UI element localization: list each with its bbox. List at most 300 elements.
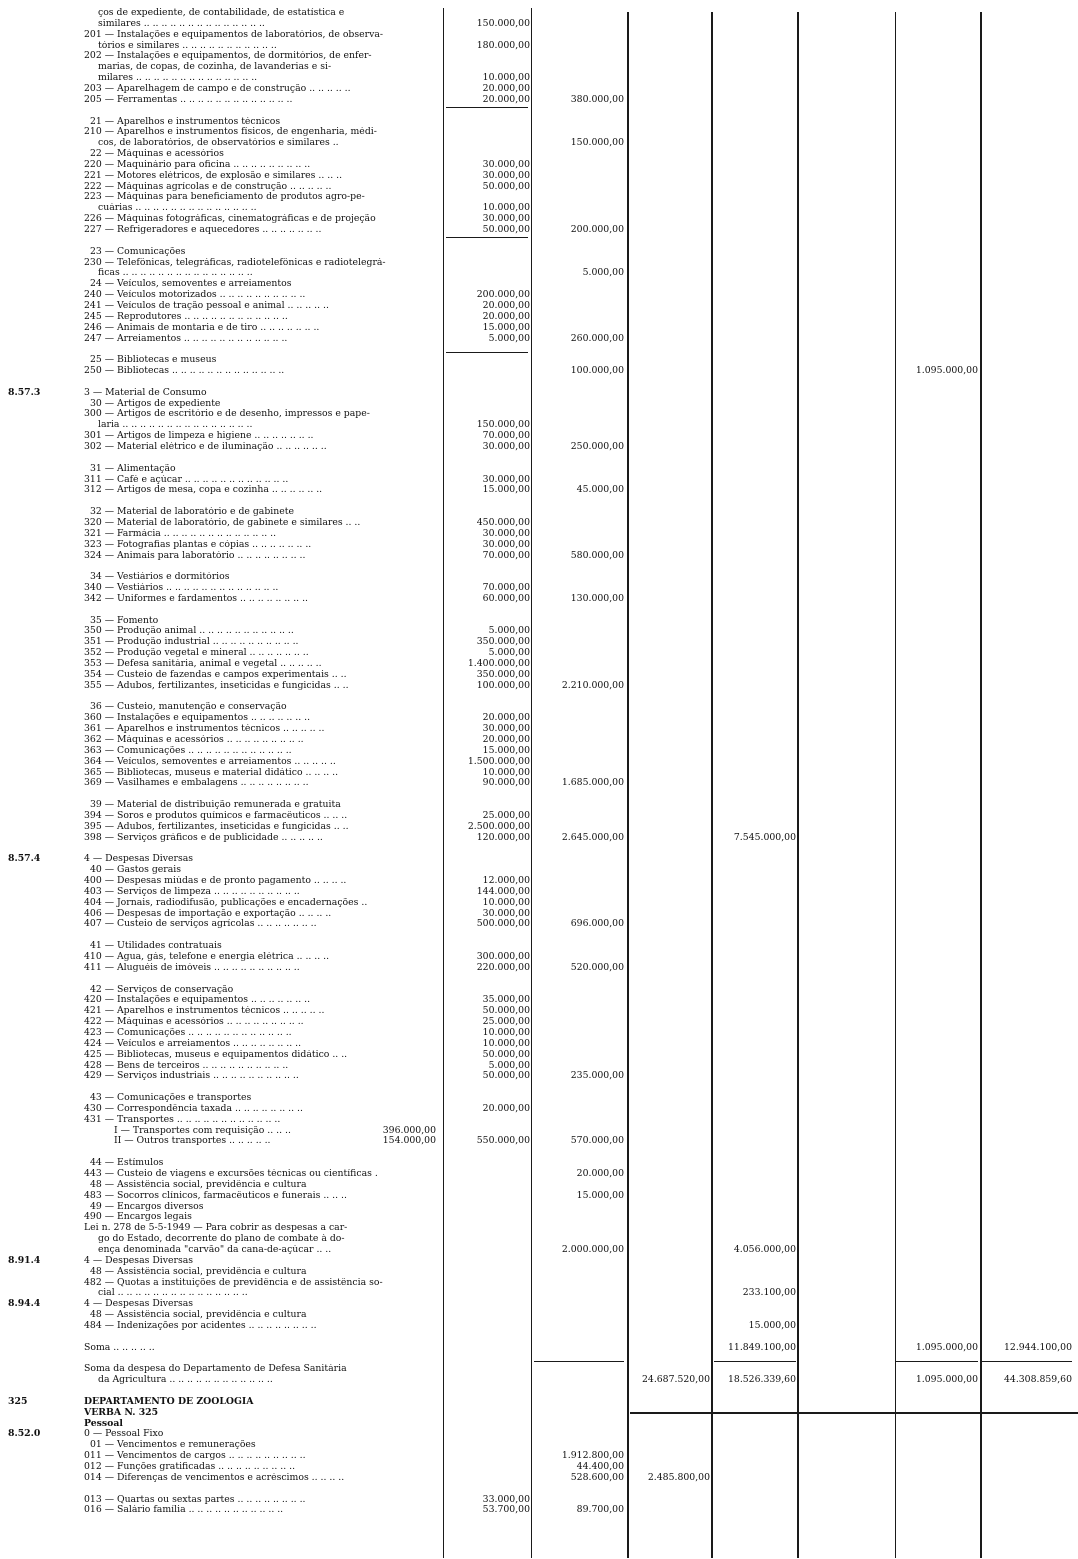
ledger-line xyxy=(0,1147,1078,1157)
line-amount: 200.000,00 xyxy=(476,289,530,301)
line-description: 48 — Assistência social, previdência e cultura xyxy=(90,1310,307,1320)
ledger-line xyxy=(0,702,1078,712)
line-description: cial .. .. .. .. .. .. .. .. .. .. .. .. .. .. .. xyxy=(98,1288,248,1299)
line-description: cos, de laboratórios, de observatórios e similares .. xyxy=(98,138,339,149)
line-amount: 550.000,00 xyxy=(476,1135,530,1147)
line-description: ficas .. .. .. .. .. .. .. .. .. .. .. .. .. .. .. xyxy=(98,268,253,279)
ledger-line xyxy=(0,768,1078,778)
line-description: 342 — Uniformes e fardamentos .. .. .. .. .. .. .. .. xyxy=(84,593,308,604)
line-description: Soma .. .. .. .. .. xyxy=(84,1342,155,1353)
line-description: 30 — Artigos de expediente xyxy=(90,398,221,409)
line-amount: 11.849.100,00 xyxy=(727,1341,796,1353)
line-description: 250 — Bibliotecas .. .. .. .. .. .. .. .. .. .. .. .. .. xyxy=(84,366,285,377)
line-description: 350 — Produção animal .. .. .. .. .. .. .. .. .. .. .. xyxy=(84,626,294,637)
line-amount: 220.000,00 xyxy=(476,961,530,973)
ledger-line xyxy=(0,442,1078,452)
line-amount: 300.000,00 xyxy=(476,950,530,962)
line-amount: 150.000,00 xyxy=(570,137,624,149)
line-description: 012 — Funções gratificadas .. .. .. .. .. .. .. .. .. xyxy=(84,1461,296,1472)
ledger-line xyxy=(0,485,1078,495)
ledger-line xyxy=(0,811,1078,821)
line-amount: 44.308.859,60 xyxy=(1003,1374,1072,1386)
ledger-line xyxy=(0,724,1078,734)
ledger-line xyxy=(0,1495,1078,1505)
line-description: 016 — Salário família .. .. .. .. .. .. .. .. .. .. .. xyxy=(84,1505,284,1516)
line-description: 48 — Assistência social, previdência e cultura xyxy=(90,1266,307,1277)
line-description: 422 — Máquinas e acessórios .. .. .. .. .. .. .. .. .. xyxy=(84,1017,304,1027)
ledger-line xyxy=(0,258,1078,268)
line-code: 325 xyxy=(8,1395,28,1407)
line-amount: 2.210.000,00 xyxy=(561,679,624,691)
ledger-line xyxy=(0,898,1078,908)
ledger-line xyxy=(0,19,1078,29)
line-amount: 235.000,00 xyxy=(570,1070,624,1082)
ledger-line xyxy=(0,985,1078,995)
line-description: 245 — Reprodutores .. .. .. .. .. .. .. .. .. .. .. .. xyxy=(84,311,288,322)
line-amount: 30.000,00 xyxy=(482,158,530,170)
line-description: 230 — Telefônicas, telegráficas, radiotelefônicas e radiotelegrá- xyxy=(84,257,386,268)
ledger-line xyxy=(0,268,1078,278)
line-description: 24 — Veículos, semoventes e arreiamentos xyxy=(90,279,292,290)
line-description: 247 — Arreiamentos .. .. .. .. .. .. .. .. .. .. .. .. xyxy=(84,333,288,344)
ledger-line xyxy=(0,355,1078,365)
line-amount: 30.000,00 xyxy=(482,538,530,550)
ledger-line xyxy=(0,909,1078,919)
ledger-line xyxy=(0,1202,1078,1212)
ledger-line xyxy=(0,203,1078,213)
line-description: 407 — Custeio de serviços agrícolas .. .. .. .. .. .. .. xyxy=(84,919,317,930)
line-description: DEPARTAMENTO DE ZOOLOGIA xyxy=(84,1396,254,1407)
line-description: 484 — Indenizações por acidentes .. .. .. .. .. .. .. .. xyxy=(84,1320,317,1331)
line-amount: 89.700,00 xyxy=(576,1504,624,1516)
ledger-line xyxy=(0,887,1078,897)
line-amount: 1.095.000,00 xyxy=(915,1341,978,1353)
line-amount: 10.000,00 xyxy=(482,202,530,214)
line-description: 406 — Despesas de importação e exportação .. .. .. .. xyxy=(84,908,332,919)
line-description: 22 — Máquinas e acessórios xyxy=(90,149,224,159)
line-description: 241 — Veículos de tração pessoal e animal .. .. .. .. .. xyxy=(84,300,329,311)
ledger-line xyxy=(0,605,1078,615)
line-amount: 350.000,00 xyxy=(476,668,530,680)
ledger-line xyxy=(0,1278,1078,1288)
line-description: 011 — Vencimentos de cargos .. .. .. .. .. .. .. .. .. xyxy=(84,1451,306,1461)
ledger-line xyxy=(0,833,1078,843)
ledger-line xyxy=(0,344,1078,354)
line-description: 205 — Ferramentas .. .. .. .. .. .. .. .. .. .. .. .. .. xyxy=(84,94,293,105)
ledger-line xyxy=(0,366,1078,376)
line-amount: 250.000,00 xyxy=(570,441,624,452)
line-amount: 15.000,00 xyxy=(482,321,530,333)
line-amount: 30.000,00 xyxy=(482,527,530,539)
line-amount: 20.000,00 xyxy=(482,733,530,745)
ledger-line xyxy=(0,1104,1078,1114)
ledger-line xyxy=(0,572,1078,582)
ledger-line xyxy=(0,561,1078,571)
line-amount: 1.400.000,00 xyxy=(467,658,530,669)
line-description: 4 — Despesas Diversas xyxy=(84,1255,194,1266)
line-description: 36 — Custeio, manutenção e conservação xyxy=(90,702,287,713)
ledger-line xyxy=(0,1440,1078,1450)
line-description: 32 — Material de laboratório e de gabinete xyxy=(90,507,295,518)
ledger-line xyxy=(0,1451,1078,1461)
line-amount: 150.000,00 xyxy=(476,17,530,29)
line-description: 351 — Produção industrial .. .. .. .. .. .. .. .. .. .. xyxy=(84,637,299,648)
ledger-line xyxy=(0,789,1078,799)
ledger-line xyxy=(0,1158,1078,1168)
line-description: 323 — Fotografias plantas e cópias .. .. .. .. .. .. .. xyxy=(84,539,312,550)
line-description: cuárias .. .. .. .. .. .. .. .. .. .. .. .. .. .. xyxy=(98,203,257,214)
ledger-line xyxy=(0,822,1078,832)
line-amount: 2.000.000,00 xyxy=(561,1243,624,1255)
line-description: 203 — Aparelhagem de campo e de construção .. .. .. .. .. xyxy=(84,84,351,94)
line-amount: 100.000,00 xyxy=(476,679,530,691)
ledger-line xyxy=(0,1223,1078,1233)
line-amount: 233.100,00 xyxy=(742,1287,796,1299)
line-amount: 154.000,00 xyxy=(382,1135,436,1147)
ledger-line xyxy=(0,540,1078,550)
ledger-line xyxy=(0,214,1078,224)
ledger-line xyxy=(0,919,1078,929)
ledger-line xyxy=(0,127,1078,137)
ledger-line xyxy=(0,952,1078,962)
line-amount: 70.000,00 xyxy=(482,430,530,442)
line-description: VERBA N. 325 xyxy=(84,1407,159,1418)
ledger-line xyxy=(0,594,1078,604)
line-description: 394 — Soros e produtos químicos e farmacêuticos .. .. .. xyxy=(84,810,348,821)
line-amount: 45.000,00 xyxy=(576,484,624,496)
line-description: 404 — Jornais, radiodifusão, publicações e encadernações .. xyxy=(84,897,368,908)
ledger-line xyxy=(0,1093,1078,1103)
ledger-line xyxy=(0,1028,1078,1038)
ledger-line xyxy=(0,30,1078,40)
line-amount: 15.000,00 xyxy=(482,484,530,496)
ledger-line xyxy=(0,974,1078,984)
ledger-line xyxy=(0,453,1078,463)
line-description: 210 — Aparelhos e instrumentos físicos, de engenharia, médi- xyxy=(84,127,377,138)
line-description: Lei n. 278 de 5-5-1949 — Para cobrir as despesas a car- xyxy=(84,1223,348,1234)
line-amount: 60.000,00 xyxy=(482,592,530,604)
line-amount: 200.000,00 xyxy=(570,224,624,235)
line-amount: 144.000,00 xyxy=(476,885,530,897)
line-amount: 396.000,00 xyxy=(382,1124,436,1136)
line-amount: 1.095.000,00 xyxy=(915,365,978,377)
line-description: Pessoal xyxy=(84,1418,123,1429)
ledger-line xyxy=(0,692,1078,702)
ledger-line xyxy=(0,854,1078,864)
line-amount: 1.912.800,00 xyxy=(561,1450,624,1461)
line-description: 360 — Instalações e equipamentos .. .. .. .. .. .. .. xyxy=(84,713,311,724)
line-description: 403 — Serviços de limpeza .. .. .. .. .. .. .. .. .. .. xyxy=(84,886,300,897)
line-amount: 696.000,00 xyxy=(570,918,624,930)
line-description: 227 — Refrigeradores e aquecedores .. .. .. .. .. .. .. xyxy=(84,225,322,235)
ledger-line xyxy=(0,323,1078,333)
line-amount: 4.056.000,00 xyxy=(733,1243,796,1255)
line-code: 8.57.3 xyxy=(8,386,41,398)
line-description: 39 — Material de distribuição remunerada e gratuita xyxy=(90,800,341,810)
ledger-line xyxy=(0,1180,1078,1190)
line-amount: 33.000,00 xyxy=(482,1493,530,1505)
line-amount: 70.000,00 xyxy=(482,582,530,593)
line-amount: 570.000,00 xyxy=(570,1135,624,1147)
ledger-line xyxy=(0,138,1078,148)
line-amount: 30.000,00 xyxy=(482,441,530,452)
line-description: 311 — Café e açúcar .. .. .. .. .. .. .. .. .. .. .. .. xyxy=(84,474,289,485)
line-description: similares .. .. .. .. .. .. .. .. .. .. .. .. .. .. xyxy=(98,18,265,29)
ledger-line xyxy=(0,1191,1078,1201)
line-description: 398 — Serviços gráficos e de publicidade .. .. .. .. .. xyxy=(84,832,323,843)
line-description: 34 — Vestiários e dormitórios xyxy=(90,572,230,583)
line-description: 201 — Instalações e equipamentos de laboratórios, de observa- xyxy=(84,29,384,40)
line-amount: 580.000,00 xyxy=(570,549,624,561)
line-amount: 1.095.000,00 xyxy=(915,1374,978,1386)
ledger-line xyxy=(0,1429,1078,1439)
line-description: 365 — Bibliotecas, museus e material didático .. .. .. .. xyxy=(84,767,339,778)
ledger-line xyxy=(0,995,1078,1005)
line-description: 430 — Correspondência taxada .. .. .. .. .. .. .. .. xyxy=(84,1103,303,1114)
line-description: 354 — Custeio de fazendas e campos experimentais .. .. xyxy=(84,669,347,680)
line-amount: 350.000,00 xyxy=(476,636,530,648)
line-description: 352 — Produção vegetal e mineral .. .. .. .. .. .. .. xyxy=(84,648,309,659)
ledger-line xyxy=(0,681,1078,691)
line-amount: 2.485.800,00 xyxy=(647,1471,710,1483)
ledger-line xyxy=(0,8,1078,18)
line-amount: 5.000,00 xyxy=(488,625,530,637)
ledger-line xyxy=(0,659,1078,669)
line-description: milares .. .. .. .. .. .. .. .. .. .. .. .. .. .. xyxy=(98,73,258,84)
line-amount: 20.000,00 xyxy=(482,310,530,322)
line-amount: 50.000,00 xyxy=(482,1005,530,1017)
line-amount: 25.000,00 xyxy=(482,1016,530,1027)
ledger-line xyxy=(0,1115,1078,1125)
line-amount: 24.687.520,00 xyxy=(641,1374,710,1386)
ledger-line xyxy=(0,941,1078,951)
line-amount: 30.000,00 xyxy=(482,473,530,485)
line-amount: 5.000,00 xyxy=(488,1059,530,1071)
line-description: 424 — Veículos e arreiamentos .. .. .. .. .. .. .. .. xyxy=(84,1038,302,1049)
line-description: 35 — Fomento xyxy=(90,615,159,626)
line-description: 4 — Despesas Diversas xyxy=(84,854,194,865)
ledger-line xyxy=(0,334,1078,344)
ledger-line xyxy=(0,1288,1078,1298)
ledger-line xyxy=(0,713,1078,723)
line-description: 222 — Máquinas agrícolas e de construção .. .. .. .. .. xyxy=(84,181,332,192)
ledger-line xyxy=(0,551,1078,561)
ledger-line xyxy=(0,475,1078,485)
ledger-line xyxy=(0,117,1078,127)
line-amount: 50.000,00 xyxy=(482,1048,530,1060)
ledger-line xyxy=(0,1071,1078,1081)
ledger-line xyxy=(0,963,1078,973)
line-description: 44 — Estímulos xyxy=(90,1158,164,1169)
line-amount: 30.000,00 xyxy=(482,213,530,225)
line-description: 420 — Instalações e equipamentos .. .. .. .. .. .. .. xyxy=(84,995,311,1006)
line-description: ços de expediente, de contabilidade, de estatística e xyxy=(98,8,345,18)
line-amount: 50.000,00 xyxy=(482,180,530,192)
ledger-line xyxy=(0,1136,1078,1146)
ledger-line xyxy=(0,1234,1078,1244)
line-description: 300 — Artigos de escritório e de desenho, impressos e pape- xyxy=(84,409,370,420)
line-description: 443 — Custeio de viagens e excursões técnicas ou científicas . xyxy=(84,1169,378,1179)
ledger-line xyxy=(0,1408,1078,1418)
line-amount: 130.000,00 xyxy=(570,592,624,604)
ledger-line xyxy=(0,1473,1078,1483)
ledger-line xyxy=(0,518,1078,528)
line-description: ença denominada "carvão" da cana-de-açúcar .. .. xyxy=(98,1244,332,1255)
line-amount: 10.000,00 xyxy=(482,1037,530,1049)
ledger-line xyxy=(0,312,1078,322)
line-description: 340 — Vestiários .. .. .. .. .. .. .. .. .. .. .. .. .. xyxy=(84,583,279,593)
line-description: 321 — Farmácia .. .. .. .. .. .. .. .. .. .. .. .. .. xyxy=(84,528,277,539)
ledger-line xyxy=(0,409,1078,419)
ledger-line xyxy=(0,1484,1078,1494)
line-description: 0 — Pessoal Fixo xyxy=(84,1429,164,1440)
line-description: 483 — Socorros clínicos, farmacêuticos e funerais .. .. .. xyxy=(84,1190,347,1201)
line-code: 8.91.4 xyxy=(8,1254,41,1266)
ledger-line xyxy=(0,73,1078,83)
line-amount: 500.000,00 xyxy=(476,918,530,930)
line-amount: 90.000,00 xyxy=(482,777,530,789)
ledger-line xyxy=(0,84,1078,94)
line-amount: 5.000,00 xyxy=(582,267,624,279)
line-amount: 100.000,00 xyxy=(570,365,624,377)
ledger-line xyxy=(0,1061,1078,1071)
line-amount: 10.000,00 xyxy=(482,72,530,84)
line-amount: 1.685.000,00 xyxy=(561,777,624,789)
line-amount: 10.000,00 xyxy=(482,766,530,778)
line-amount: 20.000,00 xyxy=(482,299,530,311)
line-amount: 30.000,00 xyxy=(482,723,530,735)
ledger-line xyxy=(0,247,1078,257)
line-description: 226 — Máquinas fotográficas, cinematográficas e de projeção xyxy=(84,214,376,225)
line-amount: 450.000,00 xyxy=(476,517,530,528)
line-description: 3 — Material de Consumo xyxy=(84,387,207,398)
ledger-line xyxy=(0,648,1078,658)
line-amount: 5.000,00 xyxy=(488,647,530,659)
ledger-line xyxy=(0,1256,1078,1266)
ledger-line xyxy=(0,41,1078,51)
line-description: 320 — Material de laboratório, de gabinete e similares .. .. xyxy=(84,518,361,528)
line-description: 425 — Bibliotecas, museus e equipamentos didático .. .. xyxy=(84,1049,348,1060)
line-description: 49 — Encargos diversos xyxy=(90,1201,204,1212)
line-description: 490 — Encargos legais xyxy=(84,1212,192,1223)
ledger-line xyxy=(0,290,1078,300)
ledger-line xyxy=(0,51,1078,61)
line-description: laria .. .. .. .. .. .. .. .. .. .. .. .. .. .. .. xyxy=(98,420,253,431)
line-description: 014 — Diferenças de vencimentos e acréscimos .. .. .. .. xyxy=(84,1472,345,1483)
ledger-line xyxy=(0,1386,1078,1396)
ledger-line xyxy=(0,757,1078,767)
ledger-line xyxy=(0,529,1078,539)
line-amount: 15.000,00 xyxy=(482,744,530,756)
line-code: 8.52.0 xyxy=(8,1428,41,1440)
line-description: 23 — Comunicações xyxy=(90,246,186,257)
ledger-line xyxy=(0,1364,1078,1374)
ledger-line xyxy=(0,192,1078,202)
ledger-line xyxy=(0,843,1078,853)
line-description: 41 — Utilidades contratuais xyxy=(90,941,222,952)
line-description: 202 — Instalações e equipamentos, de dormitórios, de enfer- xyxy=(84,51,372,62)
line-description: 411 — Aluguéis de imóveis .. .. .. .. .. .. .. .. .. .. xyxy=(84,962,300,973)
ledger-line xyxy=(0,1017,1078,1027)
ledger-line xyxy=(0,420,1078,430)
ledger-line xyxy=(0,507,1078,517)
ledger-line xyxy=(0,62,1078,72)
line-description: 220 — Maquinário para oficina .. .. .. .. .. .. .. .. .. xyxy=(84,159,311,170)
line-description: 013 — Quartas ou sextas partes .. .. .. .. .. .. .. .. xyxy=(84,1494,306,1505)
line-amount: 12.944.100,00 xyxy=(1003,1341,1072,1353)
line-description: 353 — Defesa sanitária, animal e vegetal .. .. .. .. .. xyxy=(84,659,322,669)
line-description: tórios e similares .. .. .. .. .. .. .. .. .. .. .. xyxy=(98,40,277,51)
ledger-line xyxy=(0,670,1078,680)
ledger-line xyxy=(0,735,1078,745)
line-amount: 20.000,00 xyxy=(482,93,530,105)
line-description: 428 — Bens de terceiros .. .. .. .. .. .. .. .. .. .. xyxy=(84,1060,289,1071)
line-amount: 180.000,00 xyxy=(476,39,530,51)
line-description: 31 — Alimentação xyxy=(90,463,176,474)
ledger-line xyxy=(0,377,1078,387)
ledger-line xyxy=(0,149,1078,159)
ledger-line xyxy=(0,800,1078,810)
line-amount: 35.000,00 xyxy=(482,994,530,1006)
line-amount: 20.000,00 xyxy=(482,1102,530,1114)
line-description: 302 — Material elétrico e de iluminação .. .. .. .. .. .. xyxy=(84,442,327,452)
ledger-line xyxy=(0,106,1078,116)
line-code: 8.57.4 xyxy=(8,853,41,865)
line-amount: 25.000,00 xyxy=(482,809,530,821)
line-description: 42 — Serviços de conservação xyxy=(90,984,234,995)
ledger-line xyxy=(0,388,1078,398)
line-amount: 380.000,00 xyxy=(570,93,624,105)
ledger-line xyxy=(0,876,1078,886)
ledger-line xyxy=(0,301,1078,311)
line-description: 410 — Água, gás, telefone e energia elétrica .. .. .. .. xyxy=(84,951,330,962)
ledger-line xyxy=(0,1353,1078,1363)
ledger-line xyxy=(0,1050,1078,1060)
ledger-line xyxy=(0,1419,1078,1429)
line-description: 48 — Assistência social, previdência e cultura xyxy=(90,1179,307,1190)
line-amount: 53.700,00 xyxy=(482,1504,530,1516)
line-amount: 44.400,00 xyxy=(576,1460,624,1472)
line-description: 246 — Animais de montaria e de tiro .. .. .. .. .. .. .. xyxy=(84,322,320,333)
line-amount: 5.000,00 xyxy=(488,332,530,344)
line-description: 312 — Artigos de mesa, copa e cozinha .. .. .. .. .. .. xyxy=(84,485,323,496)
ledger-line xyxy=(0,1169,1078,1179)
line-amount: 120.000,00 xyxy=(476,831,530,843)
ledger-line xyxy=(0,1321,1078,1331)
line-amount: 528.600,00 xyxy=(570,1471,624,1483)
ledger-line xyxy=(0,160,1078,170)
ledger-line xyxy=(0,1310,1078,1320)
line-amount: 70.000,00 xyxy=(482,549,530,561)
ledger-line xyxy=(0,637,1078,647)
line-amount: 1.500.000,00 xyxy=(467,755,530,767)
ledger-line xyxy=(0,1505,1078,1515)
line-description: 482 — Quotas a instituições de previdência e de assistência so- xyxy=(84,1277,383,1288)
ledger-line xyxy=(0,95,1078,105)
ledger-line xyxy=(0,1332,1078,1342)
ledger-line xyxy=(0,930,1078,940)
line-amount: 18.526.339,60 xyxy=(727,1374,796,1386)
line-description: 355 — Adubos, fertilizantes, inseticidas e fungicidas .. .. xyxy=(84,680,349,691)
line-amount: 7.545.000,00 xyxy=(733,831,796,843)
ledger-line xyxy=(0,626,1078,636)
line-amount: 10.000,00 xyxy=(482,896,530,908)
ledger-line xyxy=(0,464,1078,474)
line-description: 40 — Gastos gerais xyxy=(90,865,182,876)
line-description: 01 — Vencimentos e remunerações xyxy=(90,1440,256,1451)
ledger-line xyxy=(0,1299,1078,1309)
line-description: 362 — Máquinas e acessórios .. .. .. .. .. .. .. .. .. xyxy=(84,734,304,745)
